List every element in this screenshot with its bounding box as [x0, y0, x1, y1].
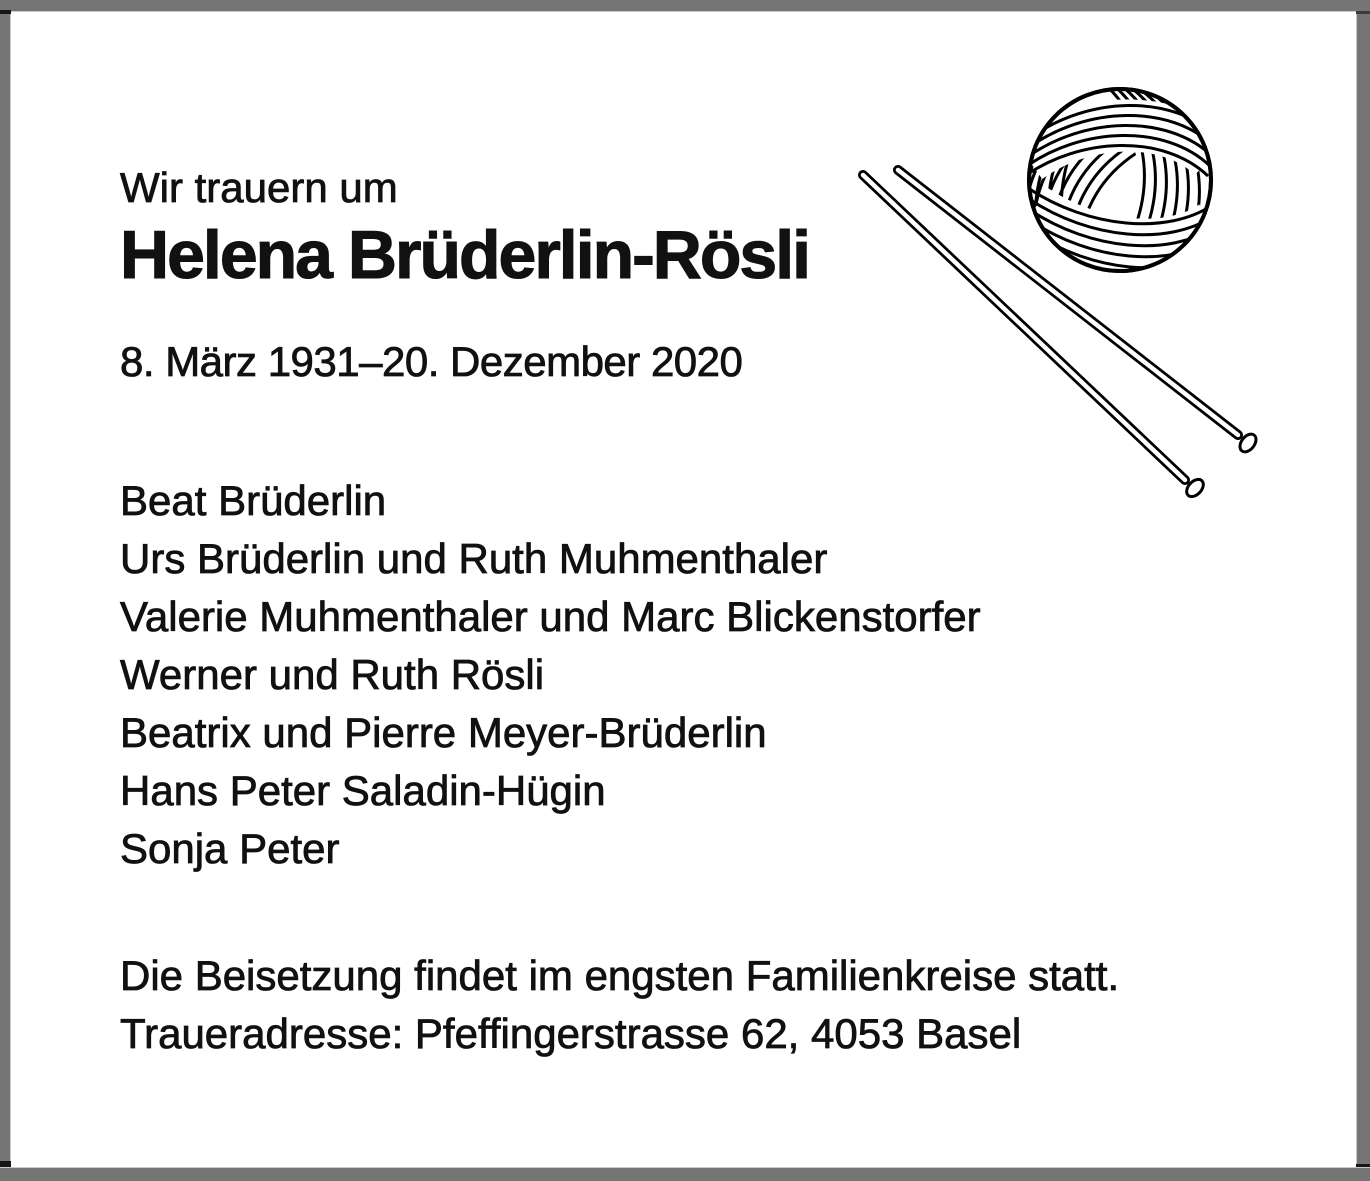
scan-corner-accent-top-right	[1356, 11, 1370, 14]
mourning-address-line: Traueradresse: Pfeffingerstrasse 62, 4053 Basel	[120, 1010, 1022, 1057]
scan-border-left	[0, 12, 11, 1167]
mourner-line: Hans Peter Saladin-Hügin	[120, 767, 606, 814]
yarn-ball-knitting-needles-icon	[848, 78, 1268, 508]
mourners-list	[120, 472, 981, 878]
scan-border-bottom	[0, 1167, 1370, 1181]
scan-corner-accent-bottom-left	[0, 1161, 11, 1167]
scan-corner-accent-bottom-right	[1356, 1164, 1370, 1167]
mourner-line: Werner und Ruth Rösli	[120, 651, 545, 698]
mourner-line: Sonja Peter	[120, 825, 340, 872]
mourner-line: Valerie Muhmenthaler und Marc Blickenstorfer	[120, 593, 981, 640]
deceased-name-title: Helena Brüderlin-Rösli	[120, 217, 810, 293]
scan-border-right	[1356, 12, 1370, 1167]
funeral-info-line: Die Beisetzung findet im engsten Familienkreise statt.	[120, 952, 1120, 999]
obituary-intro-line: Wir trauern um	[120, 164, 398, 211]
closing-lines	[120, 947, 1119, 1063]
life-dates-line: 8. März 1931–20. Dezember 2020	[120, 338, 743, 385]
mourner-line: Beatrix und Pierre Meyer-Brüderlin	[120, 709, 767, 756]
mourner-line: Urs Brüderlin und Ruth Muhmenthaler	[120, 535, 828, 582]
scan-border-top	[0, 0, 1370, 12]
scan-corner-accent-top-left	[0, 10, 11, 14]
mourner-line: Beat Brüderlin	[120, 477, 387, 524]
